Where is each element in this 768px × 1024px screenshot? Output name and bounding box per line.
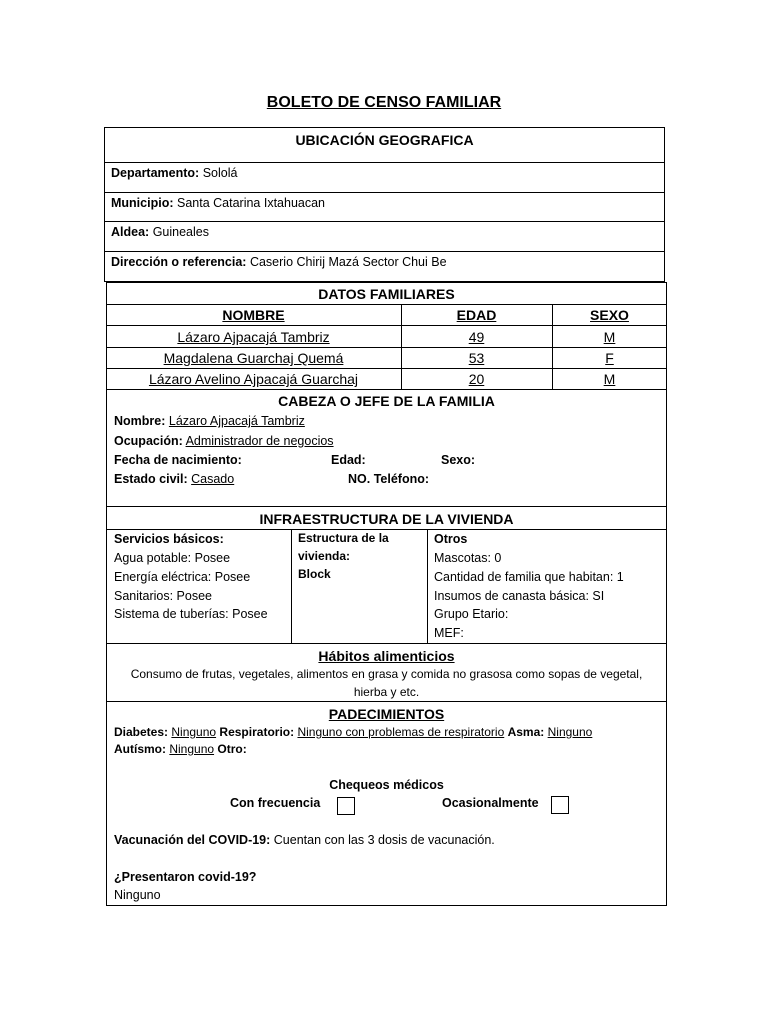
covid-value: Ninguno <box>114 888 161 902</box>
departamento-row <box>111 166 237 180</box>
jefe-estado-label: Estado civil: <box>114 472 188 486</box>
vacuna-value: Cuentan con las 3 dosis de vacunación. <box>273 833 495 847</box>
direccion-value: Caserio Chirij Mazá Sector Chui Be <box>249 255 447 269</box>
jefe-nombre-value: Lázaro Ajpacajá Tambriz <box>168 414 305 428</box>
frecuencia-label: Con frecuencia <box>230 796 321 810</box>
family-member-sex: F <box>605 350 614 366</box>
jefe-estado-value: Casado <box>191 472 235 486</box>
ubicacion-header: UBICACIÓN GEOGRAFICA <box>295 132 474 148</box>
estructura-label: vivienda: <box>298 549 351 563</box>
document-title: BOLETO DE CENSO FAMILIAR <box>266 94 502 111</box>
padecimientos-header: PADECIMIENTOS <box>328 706 445 722</box>
ocasional-checkbox[interactable] <box>551 796 569 814</box>
servicio-item: Agua potable: Posee <box>114 551 231 565</box>
municipio-row <box>111 196 325 210</box>
aldea-value: Guineales <box>152 225 209 239</box>
otros-item: MEF: <box>434 626 464 640</box>
autismo-label: Autísmo: <box>114 742 166 756</box>
estructura-label: Estructura de la <box>298 531 389 545</box>
respiratorio-value: Ninguno con problemas de respiratorio <box>297 725 505 739</box>
jefe-nombre-row <box>114 414 305 428</box>
chequeos-label: Chequeos médicos <box>329 778 444 792</box>
jefe-ocupacion-row <box>114 434 334 448</box>
direccion-label: Dirección o referencia: <box>111 255 247 269</box>
habitos-header: Hábitos alimenticios <box>318 648 455 664</box>
municipio-value: Santa Catarina Ixtahuacan <box>176 196 326 210</box>
vacuna-label: Vacunación del COVID-19: <box>114 833 271 847</box>
diabetes-value: Ninguno <box>171 725 217 739</box>
diabetes-label: Diabetes: <box>114 725 169 739</box>
family-member-age: 20 <box>468 371 485 387</box>
otros-item: Cantidad de familia que habitan: 1 <box>434 570 624 584</box>
habitos-text: hierba y etc. <box>353 685 420 699</box>
family-member-name: Magdalena Guarchaj Quemá <box>163 350 344 366</box>
col-nombre: NOMBRE <box>222 307 285 323</box>
family-member-sex: M <box>603 371 616 387</box>
municipio-label: Municipio: <box>111 196 174 210</box>
otros-item: Mascotas: 0 <box>434 551 502 565</box>
aldea-row <box>111 225 209 239</box>
covid-label: ¿Presentaron covid-19? <box>114 870 257 884</box>
asma-value: Ninguno <box>547 725 593 739</box>
family-member-age: 53 <box>468 350 485 366</box>
habitos-text: Consumo de frutas, vegetales, alimentos en grasa y comida no grasosa como sopas de vegetal, <box>130 667 643 681</box>
estructura-value: Block <box>298 567 331 581</box>
departamento-label: Departamento: <box>111 166 200 180</box>
ocasional-label: Ocasionalmente <box>442 796 539 810</box>
vacuna-row <box>114 833 495 847</box>
family-member-age: 49 <box>468 329 485 345</box>
otros-label: Otros <box>434 532 468 546</box>
otros-item: Insumos de canasta básica: SI <box>434 589 605 603</box>
jefe-ocupacion-value: Administrador de negocios <box>185 434 334 448</box>
servicios-label: Servicios básicos: <box>114 532 224 546</box>
frecuencia-checkbox[interactable] <box>337 797 355 815</box>
family-member-sex: M <box>603 329 616 345</box>
asma-label: Asma: <box>507 725 545 739</box>
jefe-ocupacion-label: Ocupación: <box>114 434 183 448</box>
otro-label: Otro: <box>217 742 247 756</box>
servicio-item: Energía eléctrica: Posee <box>114 570 251 584</box>
aldea-label: Aldea: <box>111 225 150 239</box>
familia-header: DATOS FAMILIARES <box>318 286 455 302</box>
vivienda-header: INFRAESTRUCTURA DE LA VIVIENDA <box>259 511 514 527</box>
col-edad: EDAD <box>456 307 497 323</box>
jefe-nombre-label: Nombre: <box>114 414 166 428</box>
direccion-row <box>111 255 447 269</box>
jefe-fecha-label: Fecha de nacimiento: <box>114 453 242 467</box>
departamento-value: Sololá <box>202 166 238 180</box>
jefe-sexo-label: Sexo: <box>441 453 476 467</box>
family-member-name: Lázaro Avelino Ajpacajá Guarchaj <box>148 371 359 387</box>
jefe-edad-label: Edad: <box>331 453 366 467</box>
padecimientos-row-1 <box>114 725 592 739</box>
servicio-item: Sistema de tuberías: Posee <box>114 607 268 621</box>
otros-item: Grupo Etario: <box>434 607 509 621</box>
jefe-telefono-label: NO. Teléfono: <box>348 472 430 486</box>
servicio-item: Sanitarios: Posee <box>114 589 212 603</box>
autismo-value: Ninguno <box>169 742 215 756</box>
respiratorio-label: Respiratorio: <box>219 725 295 739</box>
jefe-header: CABEZA O JEFE DE LA FAMILIA <box>278 393 495 409</box>
padecimientos-row-2 <box>114 742 247 756</box>
col-sexo: SEXO <box>590 307 629 323</box>
family-member-name: Lázaro Ajpacajá Tambriz <box>177 329 330 345</box>
jefe-estado-row <box>114 472 234 486</box>
